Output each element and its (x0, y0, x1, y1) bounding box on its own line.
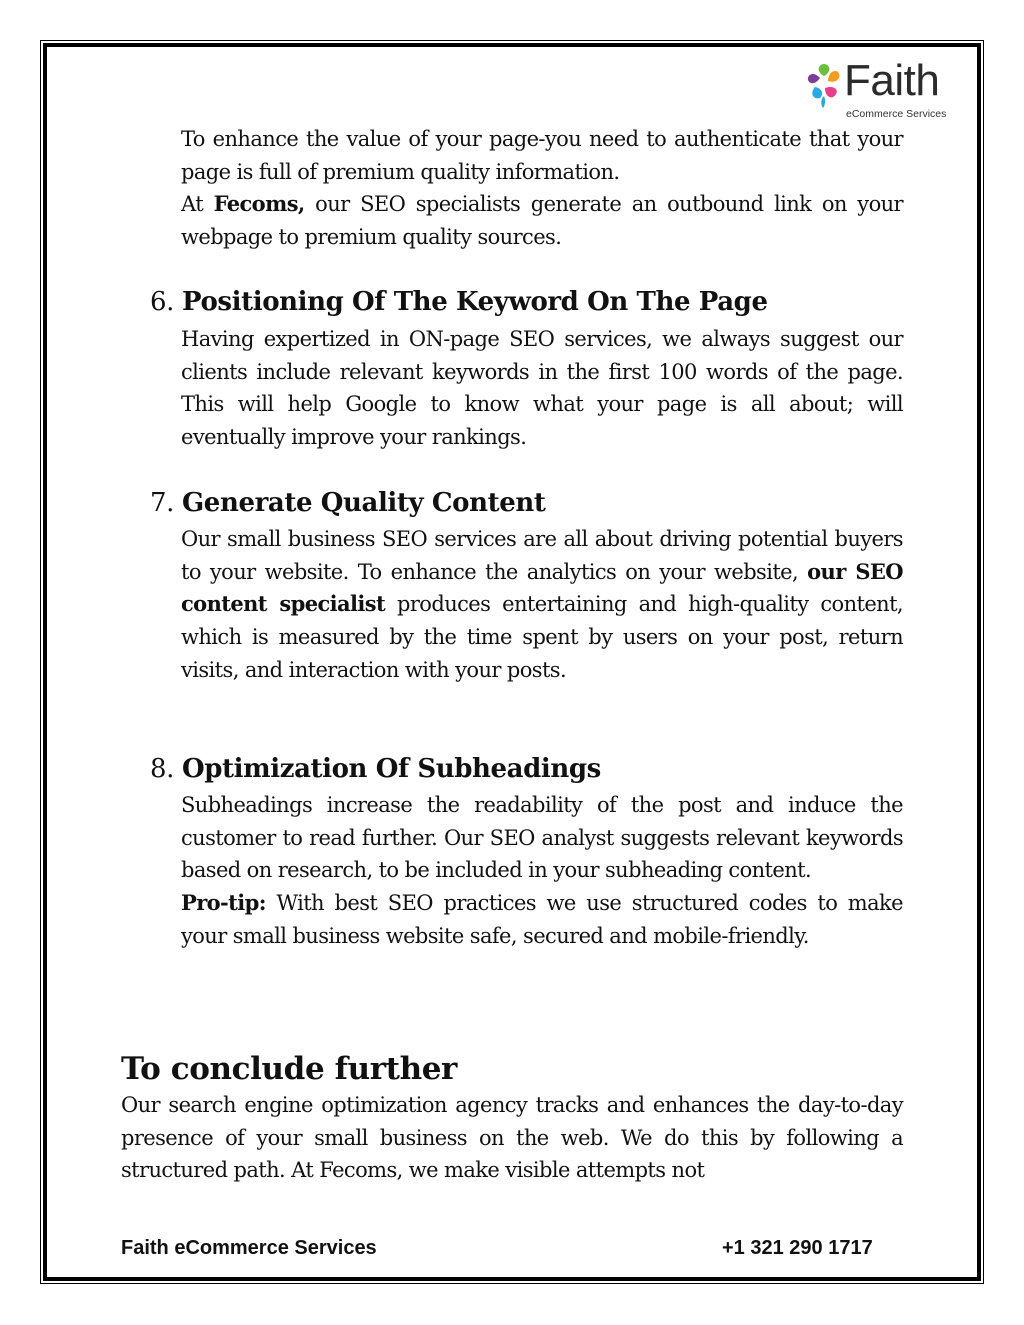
item-7-number: 7. (150, 488, 175, 518)
item-8-heading (150, 752, 601, 786)
item-7-highlight: our SEO content specialist (181, 558, 904, 617)
intro-rest: our SEO specialists generate an outbound link on your webpage to premium quality sources. (181, 192, 903, 250)
item-7-heading (150, 486, 545, 520)
conclusion-body: Our search engine optimization agency tracks and enhances the day-to-day presence of your small business on the web. We do this by following a structured path. At Fecoms, we make visible attempts not (121, 1093, 903, 1183)
logo-wordmark: Faith (844, 56, 940, 105)
item-7-text-rest: produces entertaining and high-quality content, which is measured by the time spent by users on your post, return visits, and interaction with your posts. (181, 592, 904, 682)
item-7-title: Generate Quality Content (182, 488, 546, 518)
item-8-number: 8. (150, 754, 175, 784)
item-7-text: Our small business SEO services are all about driving potential buyers to your website. To enhance the analytics on your website, (181, 527, 903, 584)
intro-text: To enhance the value of your page-you need to authenticate that your page is full of premium quality information. (181, 127, 903, 184)
item-8-body (181, 789, 903, 953)
conclusion-heading: To conclude further (121, 1051, 457, 1087)
item-6-number: 6. (150, 287, 175, 317)
pro-tip-label: Pro-tip: (181, 890, 266, 916)
intro-at: At (181, 192, 214, 217)
item-6-heading (150, 285, 768, 319)
item-8-title: Optimization Of Subheadings (182, 754, 601, 784)
item-6-title: Positioning Of The Keyword On The Page (182, 287, 768, 317)
item-7-body (181, 523, 903, 687)
logo-tagline: eCommerce Services (846, 108, 947, 120)
intro-paragraph (181, 123, 903, 254)
flower-icon (804, 60, 844, 110)
item-8-text: Subheadings increase the readability of the post and induce the customer to read further. Our SEO analyst suggests relevant keywords based on research, to be included in your subheading content. (181, 793, 903, 883)
footer-phone: +1 321 290 1717 (722, 1237, 873, 1259)
item-6-body: Having expertized in ON-page SEO services, we always suggest our clients include relevant keywords in the first 100 words of the page. This will help Google to know what your page is all about; will eventually improve your rankings. (181, 327, 903, 450)
intro-brand: Fecoms, (213, 191, 305, 217)
faith-logo (804, 56, 964, 122)
pro-tip-text: With best SEO practices we use structured codes to make your small business website safe, secured and mobile-friendly. (181, 891, 903, 948)
footer-company: Faith eCommerce Services (121, 1237, 377, 1259)
